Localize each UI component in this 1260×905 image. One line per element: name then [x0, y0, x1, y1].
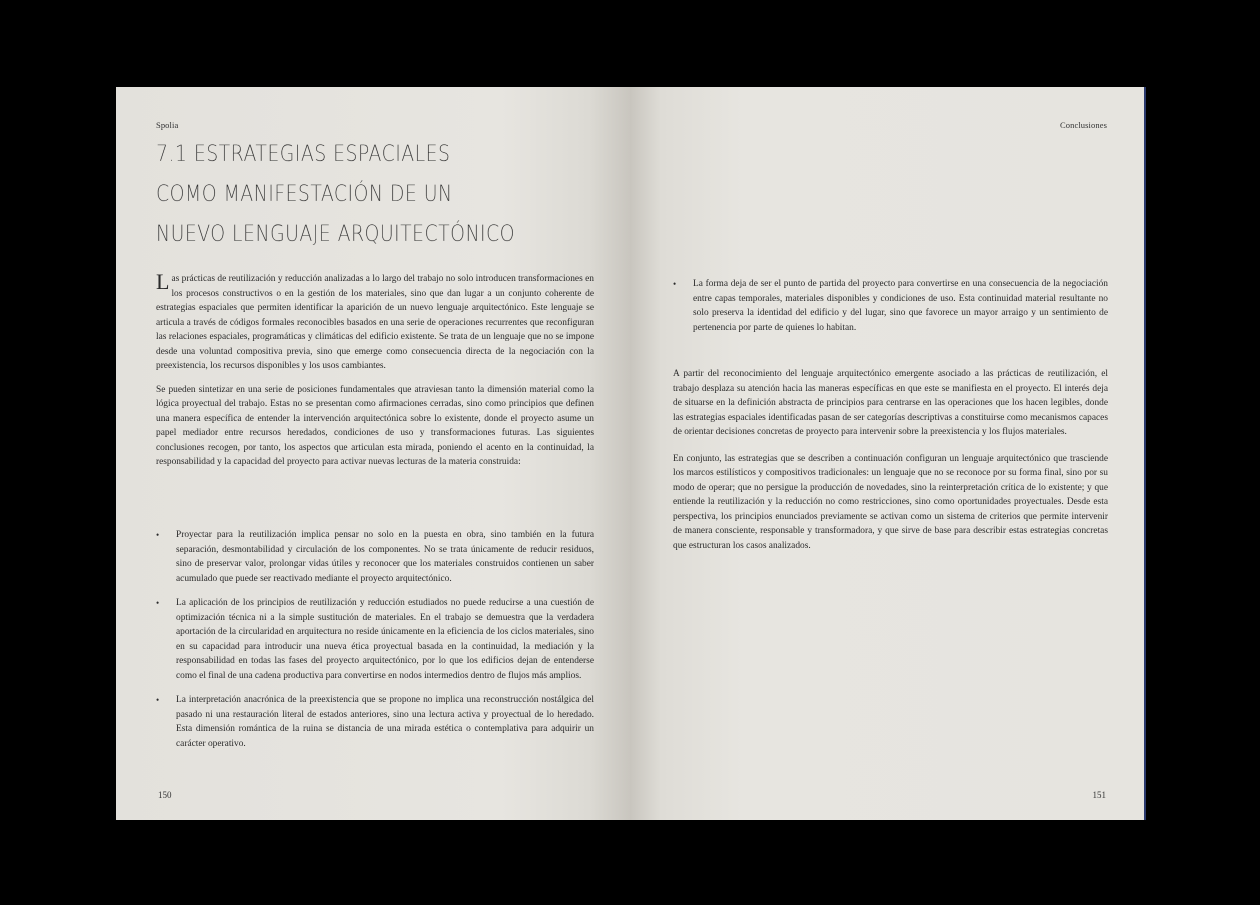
list-item [156, 596, 594, 683]
bullet-icon: • [673, 279, 677, 289]
intro-paragraph-1-text: as prácticas de reutilización y reducción analizadas a lo largo del trabajo no solo introducen transformaciones en los procesos constructivos o en la gestión de los materiales, sino que dan lugar a un conjunto coherente de estrategias espaciales que permiten identificar la aparición de un nuevo lenguaje arquitectónico. Este lenguaje se articula a través de códigos formales reconocibles basados en una serie de operaciones recurrentes que reconfiguran las relaciones espaciales, programáticas y climáticas del edificio existente. Se trata de un lenguaje que no se impone desde una voluntad compositiva previa, sino que emerge como consecuencia directa de la negociación con la preexistencia, los recursos disponibles y los usos cambiantes. [156, 274, 594, 371]
closing-paragraph-1: A partir del reconocimiento del lenguaje arquitectónico emergente asociado a las prácticas de reutilización, el trabajo desplaza su atención hacia las maneras específicas en que este se manifiesta en el proyecto. El interés deja de situarse en la definición abstracta de principios para centrarse en las operaciones que los hacen legibles, donde las estrategias espaciales identificadas pasan de ser categorías descriptivas a constituirse como mecanismos capaces de orientar decisiones concretas de proyecto para intervenir sobre la preexistencia y los flujos materiales. [673, 369, 1108, 437]
left-page [116, 87, 630, 820]
page-number-left: 150 [158, 790, 172, 800]
list-item [156, 693, 594, 751]
intro-paragraph-2: Se pueden sintetizar en una serie de posiciones fundamentales que atraviesan tanto la dimensión material como la lógica proyectual del trabajo. Estas no se presentan como afirmaciones cerradas, sino como principios que definen una manera específica de entender la intervención arquitectónica sobre lo existente, donde el proyecto asume un papel mediador entre recursos heredados, condiciones de uso y transformaciones futuras. Las siguientes conclusiones recogen, por tanto, los aspectos que articulan esta mirada, poniendo el acento en la continuidad, la responsabilidad y la capacidad del proyecto para activar nuevas lecturas de la materia construida: [156, 384, 594, 467]
chapter-title: 7.1 ESTRATEGIAS ESPACIALES COMO MANIFESTACIÓN DE UN NUEVO LENGUAJE ARQUITECTÓNICO [156, 142, 516, 247]
right-page [630, 87, 1146, 820]
running-head-left: Spolia [156, 120, 179, 130]
list-item [673, 277, 1108, 335]
bullet-icon: • [156, 530, 160, 540]
intro-paragraph-1 [156, 269, 594, 374]
list-item-text: La aplicación de los principios de reutilización y reducción estudiados no puede reducirse a una cuestión de optimización técnica ni a la simple sustitución de materiales. En el trabajo se demuestra que la verdadera aportación de la circularidad en arquitectura no reside únicamente en la eficiencia de los ciclos materiales, sino en su capacidad para introducir una nueva ética proyectual basada en la continuidad, la mediación y la responsabilidad en todas las fases del proyecto arquitectónico, por lo que los edificios dejan de entenderse como el final de una cadena productiva para convertirse en nodos intermedios dentro de flujos más amplios. [176, 598, 594, 681]
bullet-icon: • [156, 695, 160, 705]
closing-text [673, 367, 1108, 565]
bullet-icon: • [156, 598, 160, 608]
book-spread [116, 87, 1146, 820]
list-item-text: La forma deja de ser el punto de partida del proyecto para convertirse en una consecuencia de la negociación entre capas temporales, materiales disponibles y condiciones de uso. Esta continuidad material resultante no solo preserva la identidad del edificio y del lugar, sino que favorece un mayor arraigo y un sentimiento de pertenencia por parte de quienes lo habitan. [693, 279, 1108, 333]
closing-paragraph-2: En conjunto, las estrategias que se describen a continuación configuran un lenguaje arquitectónico que trasciende los marcos estilísticos y compositivos tradicionales: un lenguaje que no se reconoce por su forma final, sino por su modo de operar; que no persigue la producción de novedades, sino la reinterpretación crítica de lo existente; y que entiende la reutilización y la reducción no como restricciones, sino como oportunidades proyectuales. Desde esta perspectiva, los principios enunciados previamente se activan como un sistema de criterios que permite intervenir de manera consciente, responsable y transformadora, y que sirve de base para describir estas estrategias concretas que estructuran los casos analizados. [673, 453, 1108, 551]
list-item-text: Proyectar para la reutilización implica pensar no solo en la puesta en obra, sino también en la futura separación, desmontabilidad y circulación de los componentes. No se trata únicamente de reducir residuos, sino de preservar valor, prolongar vidas útiles y reconocer que los materiales construidos contienen un saber acumulado que puede ser reactivado mediante el proyecto arquitectónico. [176, 530, 594, 584]
drop-cap: L [156, 269, 170, 294]
list-item [156, 528, 594, 586]
intro-text [156, 269, 594, 479]
conclusions-list-left [156, 528, 594, 761]
list-item-text: La interpretación anacrónica de la preexistencia que se propone no implica una reconstrucción nostálgica del pasado ni una restauración literal de estados anteriores, sino una lectura activa y proyectual de lo heredado. Esta dimensión romántica de la ruina se distancia de una mirada estética o contemplativa para adquirir un carácter operativo. [176, 695, 594, 749]
running-head-right: Conclusiones [1059, 120, 1107, 130]
page-number-right: 151 [1092, 790, 1106, 800]
conclusions-list-right [673, 277, 1108, 345]
